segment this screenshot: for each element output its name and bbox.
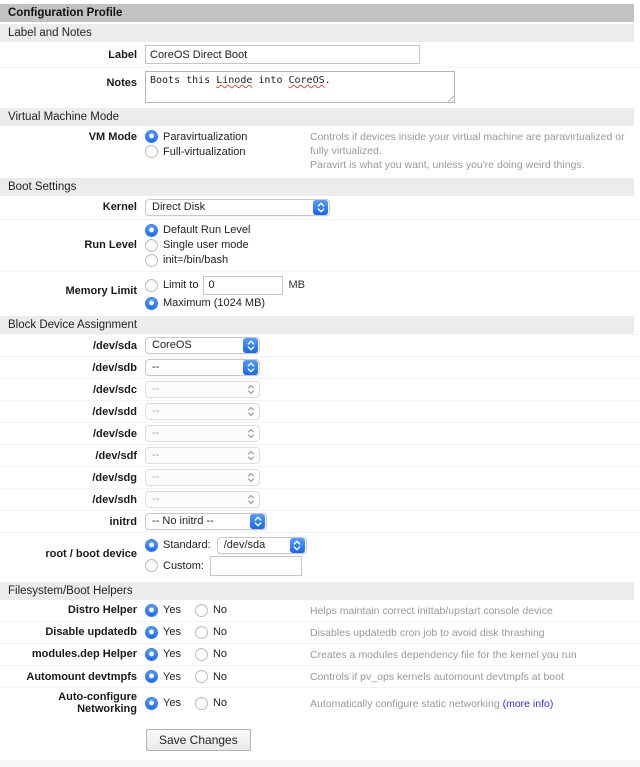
disable-updatedb-label: Disable updatedb <box>45 626 137 639</box>
run-level-row <box>0 219 640 271</box>
notes-field-label: Notes <box>106 77 137 89</box>
auto-configure-networking-help-text: Automatically configure static networking <box>310 697 503 710</box>
vm-mode-help-text <box>310 129 640 173</box>
yes-label: Yes <box>163 626 181 639</box>
vm-mode-help-line2: Paravirt is what you want, unless you're doing weird things. <box>310 159 585 172</box>
initrd-select-value: -- No initrd -- <box>152 515 214 528</box>
dev-sdd-select-value: -- <box>152 405 160 418</box>
modules-dep-no-radio[interactable] <box>195 648 208 661</box>
dev-sdf-row <box>0 444 640 466</box>
dev-sdg-row <box>0 466 640 488</box>
dev-sdd-row <box>0 400 640 422</box>
modules-dep-helper-row <box>0 643 640 665</box>
dev-sde-row <box>0 422 640 444</box>
dev-sdb-row <box>0 356 640 378</box>
distro-helper-row <box>0 600 640 621</box>
notes-text: into <box>252 75 289 86</box>
dev-sda-select[interactable] <box>145 337 260 354</box>
run-level-default-radio[interactable] <box>145 224 158 237</box>
memory-maximum-label: Maximum (1024 MB) <box>163 297 266 310</box>
memory-maximum-radio[interactable] <box>145 297 158 310</box>
memory-limit-mb-label: MB <box>288 279 305 292</box>
select-stepper-icon <box>243 338 258 353</box>
label-row <box>0 42 640 67</box>
save-changes-button[interactable]: Save Changes <box>146 729 251 751</box>
dev-sdf-select <box>145 447 260 464</box>
page-title: Configuration Profile <box>0 4 634 22</box>
notes-textarea[interactable] <box>145 71 455 103</box>
dev-sda-label: /dev/sda <box>92 340 137 353</box>
disable-updatedb-row <box>0 621 640 643</box>
no-label: No <box>212 697 228 710</box>
select-stepper-icon <box>243 426 258 441</box>
select-stepper-icon <box>243 382 258 397</box>
distro-helper-help: Helps maintain correct inittab/upstart console device <box>310 604 553 617</box>
memory-limit-to-label: Limit to <box>163 279 199 292</box>
dev-sdf-label: /dev/sdf <box>95 450 137 463</box>
modules-dep-helper-label: modules.dep Helper <box>31 648 137 661</box>
notes-text: . <box>324 75 331 86</box>
automount-devtmpfs-no-radio[interactable] <box>195 670 208 683</box>
automount-devtmpfs-help: Controls if pv_ops kernels automount devtmpfs at boot <box>310 671 564 684</box>
select-stepper-icon <box>250 514 265 529</box>
kernel-row <box>0 196 640 219</box>
root-standard-select-value: /dev/sda <box>223 539 266 552</box>
dev-sdg-select-value: -- <box>152 471 160 484</box>
vm-mode-paravirtualization-radio[interactable] <box>145 130 158 143</box>
disable-updatedb-no-radio[interactable] <box>195 626 208 639</box>
notes-spellcheck-word: CoreOS <box>288 75 325 86</box>
dev-sdc-select-value: -- <box>152 383 160 396</box>
dev-sdh-label: /dev/sdh <box>92 494 137 507</box>
dev-sdd-label: /dev/sdd <box>92 406 137 419</box>
select-stepper-icon <box>243 360 258 375</box>
distro-helper-yes-radio[interactable] <box>145 604 158 617</box>
automount-devtmpfs-label: Automount devtmpfs <box>26 670 137 683</box>
dev-sde-label: /dev/sde <box>92 428 137 441</box>
kernel-select[interactable] <box>145 199 330 216</box>
notes-spellcheck-word: Linode <box>216 75 253 86</box>
root-custom-label: Custom: <box>163 559 204 572</box>
select-stepper-icon <box>243 404 258 419</box>
root-standard-radio[interactable] <box>145 539 158 552</box>
yes-label: Yes <box>163 670 181 683</box>
root-standard-select[interactable] <box>217 537 307 554</box>
label-input[interactable] <box>145 45 420 64</box>
dev-sdg-select <box>145 469 260 486</box>
select-stepper-icon <box>290 538 305 553</box>
disable-updatedb-yes-radio[interactable] <box>145 626 158 639</box>
select-stepper-icon <box>313 200 328 215</box>
no-label: No <box>212 648 228 661</box>
button-row <box>0 718 640 751</box>
root-standard-label: Standard: <box>163 539 211 552</box>
memory-limit-label: Memory Limit <box>65 284 137 297</box>
select-stepper-icon <box>243 448 258 463</box>
automount-devtmpfs-yes-radio[interactable] <box>145 670 158 683</box>
dev-sde-select-value: -- <box>152 427 160 440</box>
dev-sdh-select-value: -- <box>152 493 160 506</box>
initrd-label: initrd <box>109 516 137 529</box>
run-level-init-bash-radio[interactable] <box>145 254 158 267</box>
no-label: No <box>212 626 228 639</box>
auto-configure-networking-yes-radio[interactable] <box>145 697 158 710</box>
root-custom-radio[interactable] <box>145 559 158 572</box>
label-field-label: Label <box>108 48 137 61</box>
auto-configure-networking-row <box>0 687 640 718</box>
vm-mode-paravirtualization-label: Paravirtualization <box>163 130 248 143</box>
dev-sdb-label: /dev/sdb <box>92 362 137 375</box>
run-level-label: Run Level <box>84 238 137 251</box>
section-label-and-notes: Label and Notes <box>0 24 634 42</box>
dev-sdh-select <box>145 491 260 508</box>
auto-configure-networking-help <box>310 696 640 711</box>
modules-dep-yes-radio[interactable] <box>145 648 158 661</box>
memory-limit-row <box>0 271 640 314</box>
section-boot-settings: Boot Settings <box>0 178 634 196</box>
section-virtual-machine-mode: Virtual Machine Mode <box>0 108 634 126</box>
notes-text: Boots this <box>150 75 217 86</box>
yes-label: Yes <box>163 648 181 661</box>
vm-mode-help-line1: Controls if devices inside your virtual machine are paravirtualized or fully virtualized. <box>310 131 625 158</box>
section-block-device-assignment: Block Device Assignment <box>0 316 634 334</box>
select-stepper-icon <box>243 470 258 485</box>
dev-sda-row <box>0 334 640 356</box>
resize-grip-icon[interactable] <box>445 93 454 102</box>
dev-sdf-select-value: -- <box>152 449 160 462</box>
dev-sdc-label: /dev/sdc <box>92 384 137 397</box>
kernel-label: Kernel <box>102 201 137 214</box>
distro-helper-label: Distro Helper <box>67 604 137 617</box>
dev-sdb-select-value: -- <box>152 361 160 374</box>
select-stepper-icon <box>243 492 258 507</box>
modules-dep-help: Creates a modules dependency file for the kernel you run <box>310 648 577 661</box>
vm-mode-full-virtualization-radio[interactable] <box>145 145 158 158</box>
dev-sda-select-value: CoreOS <box>152 339 192 352</box>
dev-sdb-select[interactable] <box>145 359 260 376</box>
section-filesystem-boot-helpers: Filesystem/Boot Helpers <box>0 582 634 600</box>
no-label: No <box>212 604 228 617</box>
yes-label: Yes <box>163 697 181 710</box>
disable-updatedb-help: Disables updatedb cron job to avoid disk thrashing <box>310 626 545 639</box>
root-boot-device-label: root / boot device <box>45 547 137 560</box>
initrd-row <box>0 510 640 532</box>
vm-mode-row <box>0 126 640 176</box>
dev-sdc-row <box>0 378 640 400</box>
automount-devtmpfs-row <box>0 665 640 687</box>
footer-bar <box>0 760 640 767</box>
memory-limit-to-radio[interactable] <box>145 279 158 292</box>
yes-label: Yes <box>163 604 181 617</box>
dev-sdh-row <box>0 488 640 510</box>
vm-mode-label: VM Mode <box>88 131 137 143</box>
dev-sde-select <box>145 425 260 442</box>
dev-sdg-label: /dev/sdg <box>92 472 137 485</box>
distro-helper-no-radio[interactable] <box>195 604 208 617</box>
more-info-link[interactable]: (more info) <box>502 697 554 710</box>
run-level-default-label: Default Run Level <box>163 224 251 237</box>
root-boot-device-row <box>0 532 640 580</box>
run-level-init-bash-label: init=/bin/bash <box>163 254 229 267</box>
auto-configure-networking-no-radio[interactable] <box>195 697 208 710</box>
run-level-single-user-label: Single user mode <box>163 239 249 252</box>
dev-sdc-select <box>145 381 260 398</box>
root-custom-input[interactable] <box>210 556 302 576</box>
initrd-select[interactable] <box>145 513 267 530</box>
run-level-single-user-radio[interactable] <box>145 239 158 252</box>
auto-configure-networking-label: Auto-configure Networking <box>58 691 137 716</box>
kernel-select-value: Direct Disk <box>152 201 206 214</box>
vm-mode-full-virtualization-label: Full-virtualization <box>163 145 246 158</box>
dev-sdd-select <box>145 403 260 420</box>
memory-limit-input[interactable] <box>203 276 283 295</box>
notes-row <box>0 67 640 106</box>
no-label: No <box>212 670 228 683</box>
